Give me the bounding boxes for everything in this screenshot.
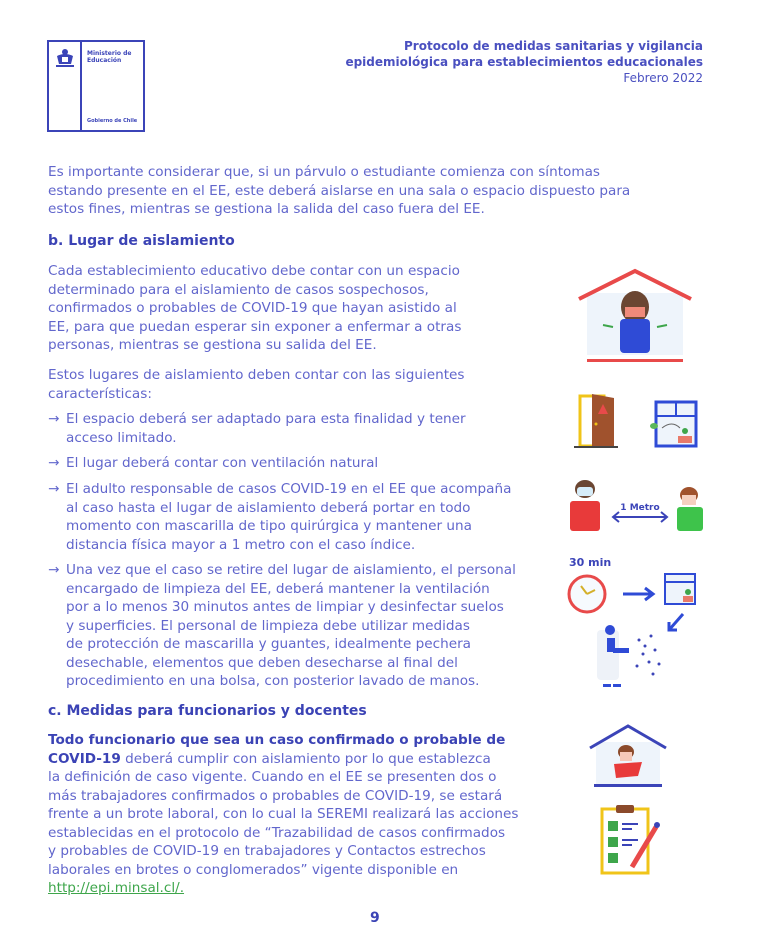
- para-line: frente a un brote laboral, con lo cual la SEREMI realizará las acciones: [48, 806, 519, 822]
- para-line: confirmados o probables de COVID-19 que hayan asistido al: [48, 300, 457, 316]
- bullet-item: [48, 410, 466, 447]
- restricted-door-icon: [570, 390, 620, 450]
- document-header: [345, 38, 703, 86]
- bullet-line: al caso hasta el lugar de aislamiento deberá portar en todo: [66, 499, 471, 516]
- bold-text: COVID-19: [48, 750, 121, 767]
- worker-isolation-house-icon: [588, 720, 668, 790]
- para-line: establecidas en el protocolo de “Trazabilidad de casos confirmados: [48, 824, 506, 841]
- para-line: laborales en brotes o conglomerados” vigente disponible en: [48, 861, 459, 878]
- bullet-line: acceso limitado.: [66, 429, 177, 446]
- para-line: y probables de COVID-19 en trabajadores y Contactos estrechos: [48, 843, 486, 859]
- bullet-item: [48, 454, 378, 473]
- distance-label: 1 Metro: [620, 503, 660, 513]
- bullet-line: El lugar deberá contar con ventilación natural: [66, 455, 379, 471]
- para-line: personas, mientras se gestiona su salida del EE.: [48, 337, 377, 353]
- bullet-line: distancia física mayor a 1 metro con el caso índice.: [66, 536, 416, 553]
- section-c-paragraph: [48, 731, 519, 898]
- cleaning-procedure-illustration: [565, 570, 715, 695]
- chile-crest-icon: [54, 48, 76, 68]
- bold-line: Todo funcionario que sea un caso confirmado o probable de: [48, 732, 506, 748]
- para-line: más trabajadores confirmados o probables de COVID-19, se estará: [48, 787, 503, 804]
- para-line: la definición de caso vigente. Cuando en el EE se presenten dos o: [48, 769, 497, 785]
- time-label: 30 min: [569, 556, 612, 569]
- section-b-para2: [48, 366, 464, 403]
- ministry-name: [87, 50, 131, 64]
- minsal-link[interactable]: http://epi.minsal.cl/.: [48, 880, 185, 896]
- bullet-line: desechable, elementos que deben desecharse al final del: [66, 654, 458, 671]
- doc-date: Febrero 2022: [623, 71, 703, 85]
- section-c-heading: c. Medidas para funcionarios y docentes: [48, 703, 367, 719]
- section-b-para1: [48, 262, 461, 355]
- bullet-line: encargado de limpieza del EE, deberá mantener la ventilación: [66, 580, 490, 597]
- bullet-item: [48, 561, 516, 691]
- para-line: EE, para que puedan esperar sin exponer a enfermar a otras: [48, 318, 462, 335]
- ventilated-window-icon: [650, 398, 700, 450]
- arrow-right-icon: →: [48, 562, 60, 578]
- page-number: 9: [370, 910, 380, 926]
- ministry-line2: Educación: [87, 57, 122, 64]
- one-meter-distance-illustration: [565, 475, 705, 535]
- bullet-line: El espacio deberá ser adaptado para esta finalidad y tener: [66, 411, 466, 427]
- intro-line: estos fines, mientras se gestiona la salida del caso fuera del EE.: [48, 201, 485, 217]
- bullet-line: por a lo menos 30 minutos antes de limpiar y desinfectar suelos: [66, 599, 504, 615]
- intro-line: estando presente en el EE, este deberá aislarse en una sala o espacio dispuesto para: [48, 182, 631, 199]
- arrow-right-icon: →: [48, 455, 60, 471]
- ministry-logo: [47, 40, 145, 132]
- intro-line: Es importante considerar que, si un párvulo o estudiante comienza con síntomas: [48, 164, 601, 180]
- bullet-line: El adulto responsable de casos COVID-19 en el EE que acompaña: [66, 481, 512, 497]
- para-line: Estos lugares de aislamiento deben contar con las siguientes: [48, 367, 465, 383]
- section-b-heading: b. Lugar de aislamiento: [48, 233, 235, 249]
- isolation-house-illustration: [575, 265, 695, 365]
- intro-paragraph: [48, 163, 630, 219]
- bullet-line: momento con mascarilla de tipo quirúrgica y mantener una: [66, 518, 472, 534]
- arrow-right-icon: →: [48, 411, 60, 427]
- bullet-line: de protección de mascarilla y guantes, idealmente pechera: [66, 636, 472, 652]
- arrow-right-icon: →: [48, 481, 60, 497]
- bullet-line: Una vez que el caso se retire del lugar de aislamiento, el personal: [66, 562, 516, 578]
- para-line: características:: [48, 385, 152, 402]
- bullet-item: [48, 480, 511, 554]
- para-line: determinado para el aislamiento de casos sospechosos,: [48, 281, 429, 298]
- ministry-line1: Ministerio de: [87, 50, 132, 57]
- doc-title-line2: epidemiológica para establecimientos educacionales: [345, 55, 703, 69]
- para-line: Cada establecimiento educativo debe contar con un espacio: [48, 263, 460, 279]
- bullet-line: y superficies. El personal de limpieza debe utilizar medidas: [66, 617, 470, 634]
- bullet-line: procedimiento en una bolsa, con posterior lavado de manos.: [66, 673, 480, 689]
- para-line: [48, 750, 519, 769]
- doc-title-line1: Protocolo de medidas sanitarias y vigilancia: [404, 39, 703, 53]
- para-text: deberá cumplir con aislamiento por lo que establezca: [120, 750, 491, 767]
- logo-divider: [80, 42, 82, 130]
- checklist-clipboard-icon: [598, 803, 663, 878]
- government-label: Gobierno de Chile: [87, 118, 138, 124]
